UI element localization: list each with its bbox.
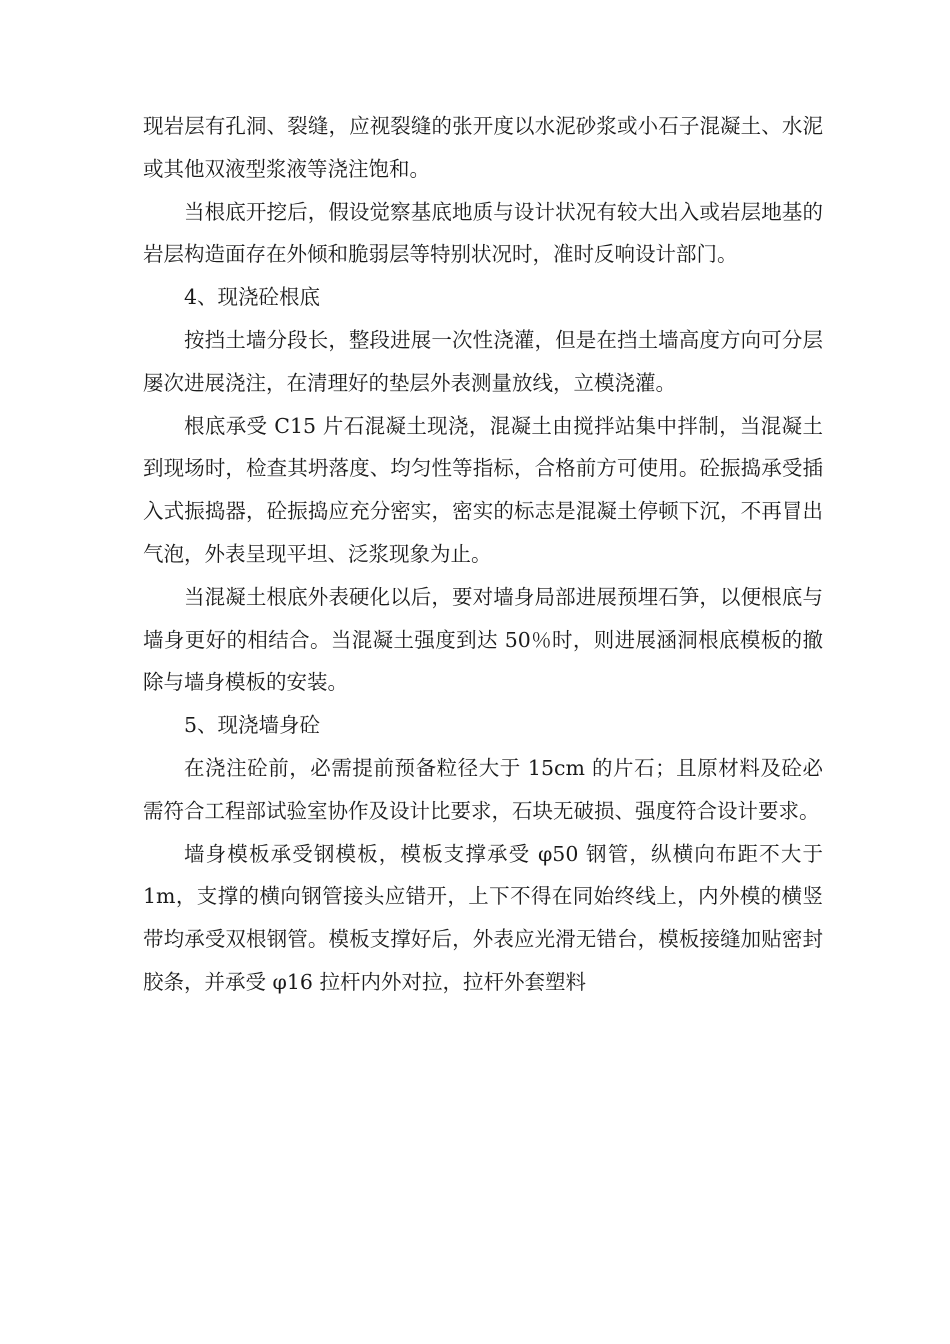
paragraph: 墙身模板承受钢模板，模板支撑承受 φ50 钢管，纵横向布距不大于 1m，支撑的横向钢管接头应错开，上下不得在同始终线上，内外模的横竖带均承受双根钢管。模板支撑好后，外表应光滑无错台，模板接缝加贴密封胶条，并承受 φ16 拉杆内外对拉，拉杆外套塑料 [143,841,823,994]
paragraph: 根底承受 C15 片石混凝土现浇，混凝土由搅拌站集中拌制，当混凝土到现场时，检查其坍落度、均匀性等指标，合格前方可使用。砼振捣承受插入式振捣器，砼振捣应充分密实，密实的标志是混凝土停顿下沉，不再冒出气泡，外表呈现平坦、泛浆现象为止。 [143,413,823,566]
document-body [143,105,823,1004]
section-heading-5: 5、现浇墙身砼 [184,713,321,738]
paragraph: 当混凝土根底外表硬化以后，要对墙身局部进展预埋石笋，以便根底与墙身更好的相结合。当混凝土强度到达 50％时，则进展涵洞根底模板的撤除与墙身模板的安装。 [143,584,823,695]
section-heading-4: 4、现浇砼根底 [184,285,321,310]
paragraph: 按挡土墙分段长，整段进展一次性浇灌，但是在挡土墙高度方向可分层屡次进展浇注，在清理好的垫层外表测量放线，立模浇灌。 [143,327,823,395]
paragraph-continuation: 现岩层有孔洞、裂缝，应视裂缝的张开度以水泥砂浆或小石子混凝土、水泥或其他双液型浆液等浇注饱和。 [143,114,823,181]
paragraph: 在浇注砼前，必需提前预备粒径大于 15cm 的片石；且原材料及砼必需符合工程部试验室协作及设计比要求，石块无破损、强度符合设计要求。 [143,755,823,823]
paragraph: 当根底开挖后，假设觉察基底地质与设计状况有较大出入或岩层地基的岩层构造面存在外倾和脆弱层等特别状况时，准时反响设计部门。 [143,199,823,267]
